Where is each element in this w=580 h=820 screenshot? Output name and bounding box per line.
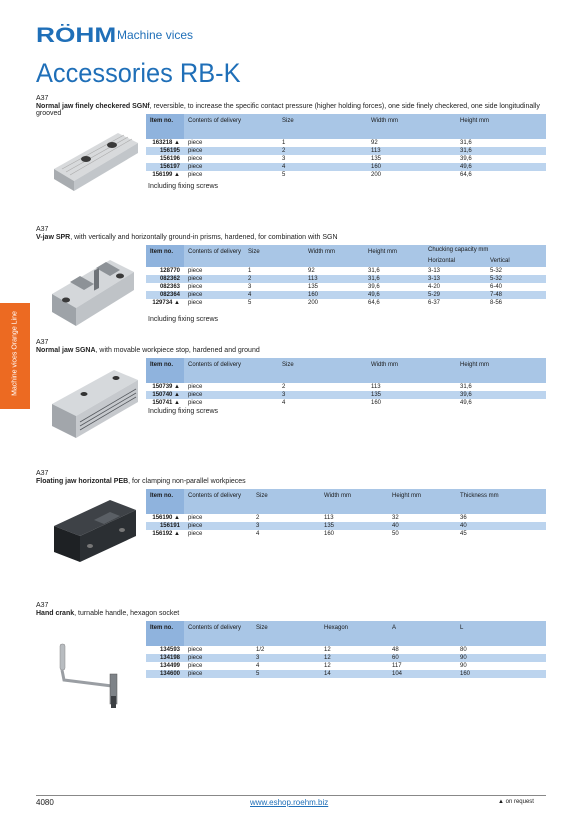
item-no: 156191 [146, 522, 184, 530]
product-desc-text: , with vertically and horizontally ground-in prisms, hardened, for combination with SGN [70, 234, 338, 241]
item-no: 128770 [146, 267, 184, 275]
item-no: 134499 [146, 662, 184, 670]
cell: 40 [456, 522, 546, 530]
col-header: Item no. [146, 114, 184, 139]
cell: piece [184, 139, 278, 147]
side-tab-label: Machine vices Orange Line [11, 311, 19, 396]
col-header: Height mm [364, 245, 424, 267]
table-row [146, 522, 546, 530]
col-header: Width mm [367, 358, 456, 383]
product-code: A37 [36, 339, 49, 346]
product-name: Normal jaw SGNA [36, 347, 96, 354]
side-tab [0, 303, 30, 409]
cell: 200 [304, 299, 364, 307]
product-name: Hand crank [36, 610, 75, 617]
cell: 60 [388, 654, 456, 662]
product-desc-text: , reversible, to increase the specific contact pressure (higher holding forces), one side finely checkered, one side longitudinally grooved [36, 103, 540, 117]
cell: 4 [252, 662, 320, 670]
col-header: Size [278, 114, 367, 139]
cell: piece [184, 383, 278, 391]
header-section: Machine vices [117, 28, 194, 42]
cell: 32 [388, 514, 456, 522]
cell: 31,6 [456, 147, 546, 155]
col-header: Height mm [388, 489, 456, 514]
cell: 160 [320, 530, 388, 538]
cell: 160 [304, 291, 364, 299]
col-header: Contents of delivery [184, 489, 252, 514]
cell: 3-13 [424, 275, 486, 283]
cell: 12 [320, 646, 388, 654]
cell: 2 [252, 514, 320, 522]
cell: piece [184, 391, 278, 399]
note: Including fixing screws [148, 408, 219, 415]
col-header: Item no. [146, 489, 184, 514]
table-row [146, 299, 546, 307]
cell: 49,6 [456, 399, 546, 407]
cell: 200 [367, 171, 456, 179]
cell: 64,6 [456, 171, 546, 179]
col-header: Contents of delivery [184, 358, 278, 383]
item-no: 150740 ▲ [146, 391, 184, 399]
cell: piece [184, 522, 252, 530]
cell: piece [184, 171, 278, 179]
peb-table [146, 489, 546, 538]
cell: 135 [367, 391, 456, 399]
cell: 2 [278, 383, 367, 391]
product-code: A37 [36, 602, 49, 609]
table-row [146, 383, 546, 391]
cell: piece [184, 291, 244, 299]
col-header: Size [252, 621, 320, 646]
item-no: 156195 [146, 147, 184, 155]
table-row [146, 171, 546, 179]
table-row [146, 283, 546, 291]
cell: 12 [320, 654, 388, 662]
cell: 90 [456, 662, 546, 670]
product-name: V-jaw SPR [36, 234, 71, 241]
col-header: A [388, 621, 456, 646]
col-header: Thickness mm [456, 489, 546, 514]
cell: 7-48 [486, 291, 546, 299]
col-header: Contents of delivery [184, 621, 252, 646]
item-no: 082363 [146, 283, 184, 291]
sgnf-jaw-image [52, 125, 140, 195]
cell: 3 [252, 522, 320, 530]
cell: 5 [278, 171, 367, 179]
cell: 31,6 [456, 383, 546, 391]
product-code: A37 [36, 470, 49, 477]
cell: 49,6 [364, 291, 424, 299]
item-no: 134600 [146, 670, 184, 678]
page-number: 4080 [36, 798, 54, 807]
cell: piece [184, 299, 244, 307]
cell: 160 [367, 163, 456, 171]
cell: 92 [304, 267, 364, 275]
table-row [146, 662, 546, 670]
cell: 135 [320, 522, 388, 530]
cell: 1 [244, 267, 304, 275]
product-code: A37 [36, 95, 49, 102]
item-no: 150739 ▲ [146, 383, 184, 391]
cell: 2 [244, 275, 304, 283]
cell: 6-40 [486, 283, 546, 291]
cell: 4 [278, 163, 367, 171]
cell: 5-32 [486, 267, 546, 275]
cell: 90 [456, 654, 546, 662]
col-header: Size [252, 489, 320, 514]
cell: 39,6 [364, 283, 424, 291]
product-section-peb [36, 470, 546, 485]
table-row [146, 139, 546, 147]
note: Including fixing screws [148, 316, 219, 323]
cell: 40 [388, 522, 456, 530]
cell: 4 [252, 530, 320, 538]
col-header: L [456, 621, 546, 646]
table-row [146, 646, 546, 654]
col-header: Item no. [146, 621, 184, 646]
peb-jaw-image [50, 496, 142, 568]
product-description [36, 234, 546, 241]
product-name: Normal jaw finely checkered SGNf [36, 103, 150, 110]
table-row [146, 530, 546, 538]
cell: 31,6 [364, 267, 424, 275]
item-no: 082362 [146, 275, 184, 283]
cell: 160 [367, 399, 456, 407]
table-row [146, 654, 546, 662]
cell: 5-32 [486, 275, 546, 283]
cell: 8-56 [486, 299, 546, 307]
cell: 3 [278, 155, 367, 163]
cell: 113 [304, 275, 364, 283]
cell: 36 [456, 514, 546, 522]
cell: 3 [244, 283, 304, 291]
product-desc-text: , for clamping non-parallel workpieces [128, 478, 246, 485]
item-no: 156190 ▲ [146, 514, 184, 522]
cell: 5 [252, 670, 320, 678]
sgnf-table [146, 114, 546, 179]
col-header: Size [244, 245, 304, 267]
cell: piece [184, 163, 278, 171]
spr-jaw-image [50, 254, 140, 332]
cell: 50 [388, 530, 456, 538]
table-row [146, 163, 546, 171]
brand-logo: RÖHM [36, 24, 117, 47]
col-header: Chucking capacity mm [424, 245, 546, 257]
product-desc-text: , with movable workpiece stop, hardened and ground [95, 347, 260, 354]
col-header: Contents of delivery [184, 245, 244, 267]
cell: 2 [278, 147, 367, 155]
item-no: 150741 ▲ [146, 399, 184, 407]
cell: piece [184, 275, 244, 283]
table-row [146, 670, 546, 678]
cell: 31,6 [456, 139, 546, 147]
item-no: 156197 [146, 163, 184, 171]
cell: 64,6 [364, 299, 424, 307]
cell: 113 [320, 514, 388, 522]
cell: 48 [388, 646, 456, 654]
cell: 5-29 [424, 291, 486, 299]
subcol-header: Horizontal [424, 257, 486, 267]
product-section-hand-crank [36, 602, 546, 617]
cell: 12 [320, 662, 388, 670]
product-section-sgna [36, 339, 546, 354]
table-row [146, 291, 546, 299]
col-header: Width mm [320, 489, 388, 514]
sgna-jaw-image [50, 364, 142, 442]
cell: piece [184, 514, 252, 522]
col-header: Contents of delivery [184, 114, 278, 139]
footer-divider [36, 795, 546, 796]
item-no: 134198 [146, 654, 184, 662]
table-row [146, 514, 546, 522]
cell: 5 [244, 299, 304, 307]
sgna-table [146, 358, 546, 407]
col-header: Width mm [367, 114, 456, 139]
item-no: 082364 [146, 291, 184, 299]
hand-crank-table [146, 621, 546, 678]
cell: 113 [367, 147, 456, 155]
col-header: Item no. [146, 358, 184, 383]
cell: piece [184, 530, 252, 538]
cell: 4 [278, 399, 367, 407]
col-header: Height mm [456, 114, 546, 139]
cell: piece [184, 670, 252, 678]
item-no: 134593 [146, 646, 184, 654]
item-no: 156199 ▲ [146, 171, 184, 179]
col-header: Height mm [456, 358, 546, 383]
product-code: A37 [36, 226, 49, 233]
item-no: 129734 ▲ [146, 299, 184, 307]
item-no: 163218 ▲ [146, 139, 184, 147]
cell: 4 [244, 291, 304, 299]
cell: piece [184, 155, 278, 163]
cell: 39,6 [456, 391, 546, 399]
cell: 80 [456, 646, 546, 654]
cell: 39,6 [456, 155, 546, 163]
item-no: 156192 ▲ [146, 530, 184, 538]
cell: piece [184, 662, 252, 670]
cell: 135 [304, 283, 364, 291]
cell: 1 [278, 139, 367, 147]
product-section-spr [36, 226, 546, 241]
note: Including fixing screws [148, 183, 219, 190]
col-header: Width mm [304, 245, 364, 267]
on-request-legend: ▲ on request [498, 799, 534, 805]
cell: 4-20 [424, 283, 486, 291]
cell: 117 [388, 662, 456, 670]
cell: 45 [456, 530, 546, 538]
cell: 31,6 [364, 275, 424, 283]
cell: 160 [456, 670, 546, 678]
page-title: Accessories RB-K [36, 58, 241, 88]
product-desc-text: , turnable handle, hexagon socket [74, 610, 180, 617]
cell: 6-37 [424, 299, 486, 307]
col-header: Size [278, 358, 367, 383]
cell: piece [184, 147, 278, 155]
table-row [146, 267, 546, 275]
table-row [146, 275, 546, 283]
cell: 113 [367, 383, 456, 391]
cell: 3 [278, 391, 367, 399]
cell: 14 [320, 670, 388, 678]
product-description [36, 347, 546, 354]
table-row [146, 147, 546, 155]
subcol-header: Vertical [486, 257, 546, 267]
cell: piece [184, 399, 278, 407]
shop-link[interactable]: www.eshop.roehm.biz [250, 798, 329, 807]
table-row [146, 391, 546, 399]
cell: 135 [367, 155, 456, 163]
product-description [36, 478, 546, 485]
product-name: Floating jaw horizontal PEB [36, 478, 129, 485]
col-header: Hexagon [320, 621, 388, 646]
hand-crank-image [52, 638, 132, 718]
cell: 104 [388, 670, 456, 678]
item-no: 156196 [146, 155, 184, 163]
cell: piece [184, 267, 244, 275]
cell: piece [184, 646, 252, 654]
cell: piece [184, 654, 252, 662]
product-description [36, 610, 546, 617]
table-row [146, 399, 546, 407]
cell: 1/2 [252, 646, 320, 654]
cell: 3 [252, 654, 320, 662]
cell: 92 [367, 139, 456, 147]
cell: 3-13 [424, 267, 486, 275]
cell: 49,6 [456, 163, 546, 171]
table-row [146, 155, 546, 163]
col-header: Item no. [146, 245, 184, 267]
spr-table [146, 245, 546, 307]
cell: piece [184, 283, 244, 291]
